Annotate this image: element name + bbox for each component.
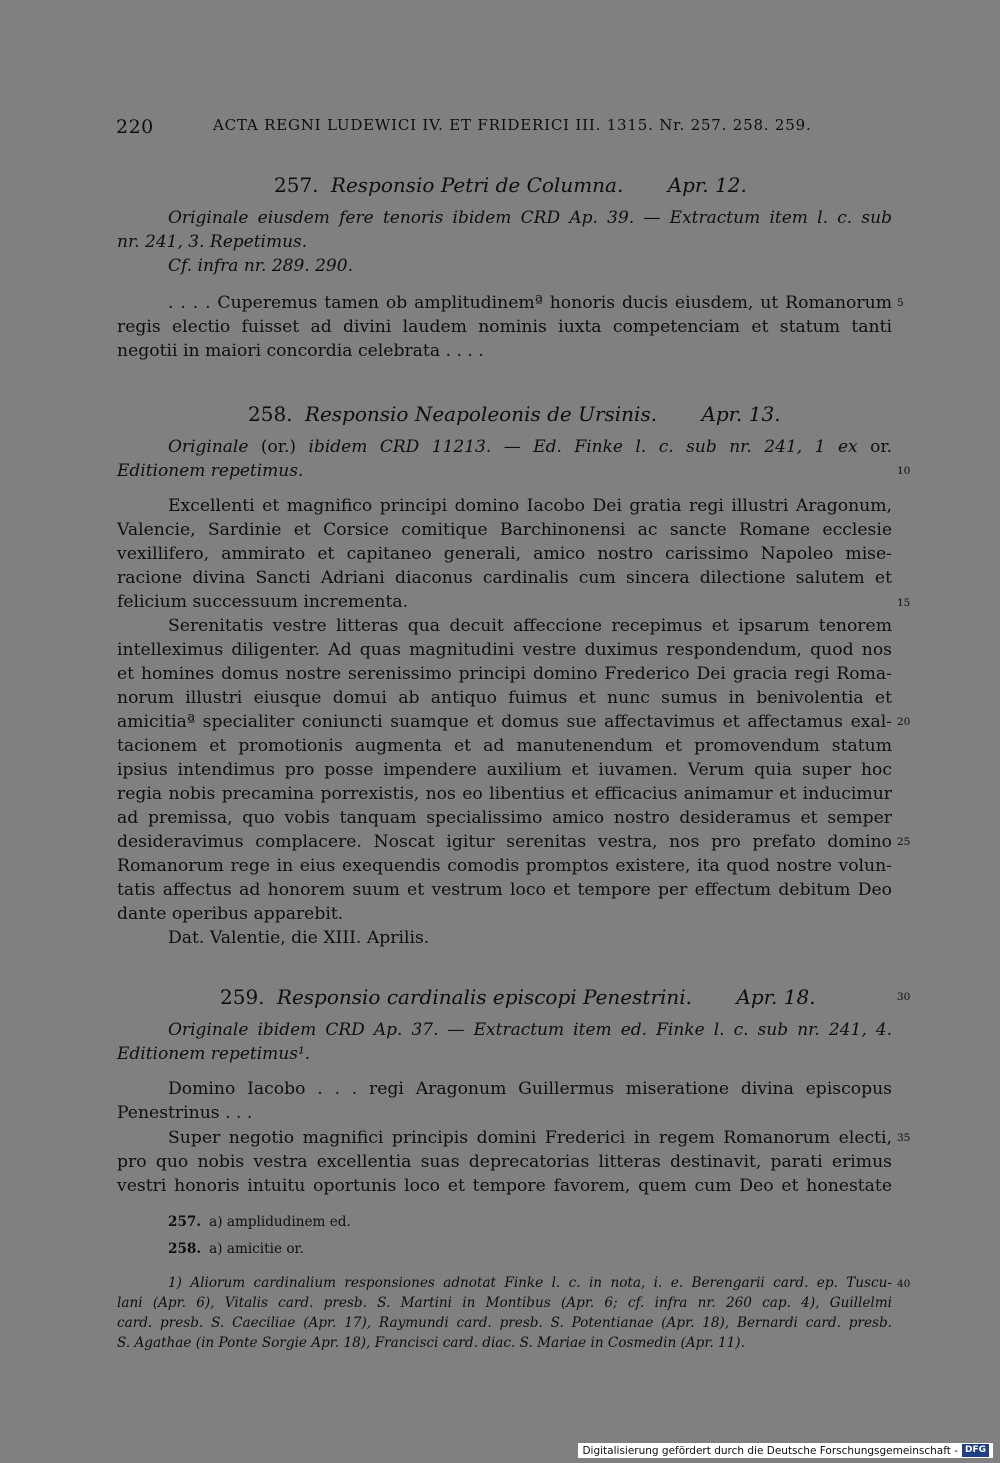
doc-257-heading [274,173,747,197]
doc-258-text-line: desideravimus complacere. Noscat igitur serenitas vestra, nos pro prefato domino [117,832,892,852]
margin-line-number: 10 [897,465,911,477]
margin-line-number: 15 [897,597,911,609]
doc-259-number: 259. [220,985,265,1009]
footnote-line: 1) Aliorum cardinalium responsiones adnotat Finke l. c. in nota, i. e. Berengarii card. ep. Tuscu- [168,1275,892,1291]
doc-257-date: Apr. 12. [667,173,747,197]
doc-258-text-line: Valencie, Sardinie et Corsice comitique Barchinonensi ac sancte Romane ecclesie [117,520,892,540]
doc-258-number: 258. [248,402,293,426]
doc-258-text-line: ipsius intendimus pro posse impendere auxilium et iuvamen. Verum quia super hoc [117,760,892,780]
doc-258-text-line: et homines domus nostre serenissimo principi domino Frederico Dei gracia regi Roma- [117,664,892,684]
footnote-line: S. Agathae (in Ponte Sorgie Apr. 18), Francisci card. diac. S. Mariae in Cosmedin (Apr. 11). [117,1335,745,1351]
doc-258-date: Apr. 13. [701,402,781,426]
doc-259-source-line: Editionem repetimus¹. [117,1044,311,1064]
doc-258-title: Responsio Neapoleonis de Ursinis. [304,402,658,426]
doc-258-text-line: intelleximus diligenter. Ad quas magnitudini vestre duximus respondendum, quod nos [117,640,892,660]
doc-258-text-line: racione divina Sancti Adriani diaconus cardinalis cum sincera dilectione salutem et [117,568,892,588]
running-title: ACTA REGNI LUDEWICI IV. ET FRIDERICI III. 1315. Nr. 257. 258. 259. [213,116,812,134]
doc-258-text-line: dante operibus apparebit. [117,904,344,924]
doc-258-source-line: Originale (or.) ibidem CRD 11213. — Ed. Finke l. c. sub nr. 241, 1 ex or. [168,437,892,457]
doc-259-text-line: Penestrinus . . . [117,1103,253,1123]
doc-259-date: Apr. 18. [736,985,816,1009]
doc-258-heading [248,402,781,426]
doc-258-source-line: Editionem repetimus. [117,461,304,481]
apparatus-note [168,1241,304,1257]
apparatus-text: a) amicitie or. [209,1241,304,1257]
doc-258-text-line: norum illustri eiusque domui ab antiquo fuimus et nunc sumus in benivolentia et [117,688,892,708]
doc-257-source-line: nr. 241, 3. Repetimus. [117,232,308,252]
doc-258-text-line: tacionem et promotionis augmenta et ad manutenendum et promovendum statum [117,736,892,756]
doc-259-text-line: pro quo nobis vestra excellentia suas deprecatorias litteras destinavit, parati erimus [117,1152,892,1172]
credit-text: Digitalisierung gefördert durch die Deutsche Forschungsgemeinschaft - [582,1444,958,1457]
doc-258-text-line: felicium successuum incrementa. [117,592,409,612]
footnote-line: lani (Apr. 6), Vitalis card. presb. S. Martini in Montibus (Apr. 6; cf. infra nr. 260 cap. 4), Guillelmi [117,1295,892,1311]
doc-258-text-line: amicitiaª specialiter coniuncti suamque et domus sue affectavimus et affectamus exal- [117,712,892,732]
doc-258-text-line: Serenitatis vestre litteras qua decuit affeccione recepimus et ipsarum tenorem [168,616,892,636]
footnote-line: card. presb. S. Caeciliae (Apr. 17), Raymundi card. presb. S. Potentianae (Apr. 18), Bernardi card. presb. [117,1315,892,1331]
doc-257-text-line: negotii in maiori concordia celebrata . . . . [117,341,484,361]
doc-257-number: 257. [274,173,319,197]
apparatus-ref: 257. [168,1214,202,1230]
doc-258-text-line: tatis affectus ad honorem suum et vestrum loco et tempore per effectum debitum Deo [117,880,892,900]
doc-259-text-line: Super negotio magnifici principis domini Frederici in regem Romanorum electi, [168,1128,892,1148]
apparatus-ref: 258. [168,1241,202,1257]
doc-257-text-line: regis electio fuisset ad divini laudem nominis iuxta competenciam et statum tanti [117,317,892,337]
margin-line-number: 35 [897,1132,911,1144]
doc-259-text-line: vestri honoris intuitu oportunis loco et tempore favorem, quem cum Deo et honestate [117,1176,892,1196]
margin-line-number: 30 [897,991,911,1003]
margin-line-number: 25 [897,836,911,848]
doc-257-text-line: . . . . Cuperemus tamen ob amplitudinemª honoris ducis eiusdem, ut Romanorum [168,293,892,313]
margin-line-number: 20 [897,716,911,728]
doc-258-text-line: vexillifero, ammirato et capitaneo generali, amico nostro carissimo Napoleo mise- [117,544,892,564]
apparatus-text: a) amplidudinem ed. [209,1214,351,1230]
doc-258-text-line: ad premissa, quo vobis tanquam specialissimo amico nostro desideramus et semper [117,808,892,828]
doc-258-text-line: Romanorum rege in eius exequendis comodis promptos existere, ita quod nostre volun- [117,856,892,876]
doc-259-source-line: Originale ibidem CRD Ap. 37. — Extractum item ed. Finke l. c. sub nr. 241, 4. [168,1020,892,1040]
doc-259-text-line: Domino Iacobo . . . regi Aragonum Guillermus miseratione divina episcopus [168,1079,892,1099]
doc-257-crossref: Cf. infra nr. 289. 290. [168,256,353,276]
apparatus-note [168,1214,351,1230]
doc-258-dating-clause: Dat. Valentie, die XIII. Aprilis. [168,928,430,948]
digitization-credit [578,1443,993,1458]
margin-line-number: 5 [897,297,904,309]
margin-line-number: 40 [897,1278,911,1290]
page-number: 220 [116,116,154,138]
doc-259-heading [220,985,816,1009]
doc-257-title: Responsio Petri de Columna. [330,173,624,197]
doc-259-title: Responsio cardinalis episcopi Penestrini. [276,985,693,1009]
doc-257-source-line: Originale eiusdem fere tenoris ibidem CRD Ap. 39. — Extractum item l. c. sub [168,208,892,228]
doc-258-text-line: regia nobis precamina porrexistis, nos eo libentius et efficacius animamur et inducimur [117,784,892,804]
dfg-logo-icon: DFG [962,1444,989,1457]
doc-258-text-line: Excellenti et magnifico principi domino Iacobo Dei gratia regi illustri Aragonum, [168,496,892,516]
